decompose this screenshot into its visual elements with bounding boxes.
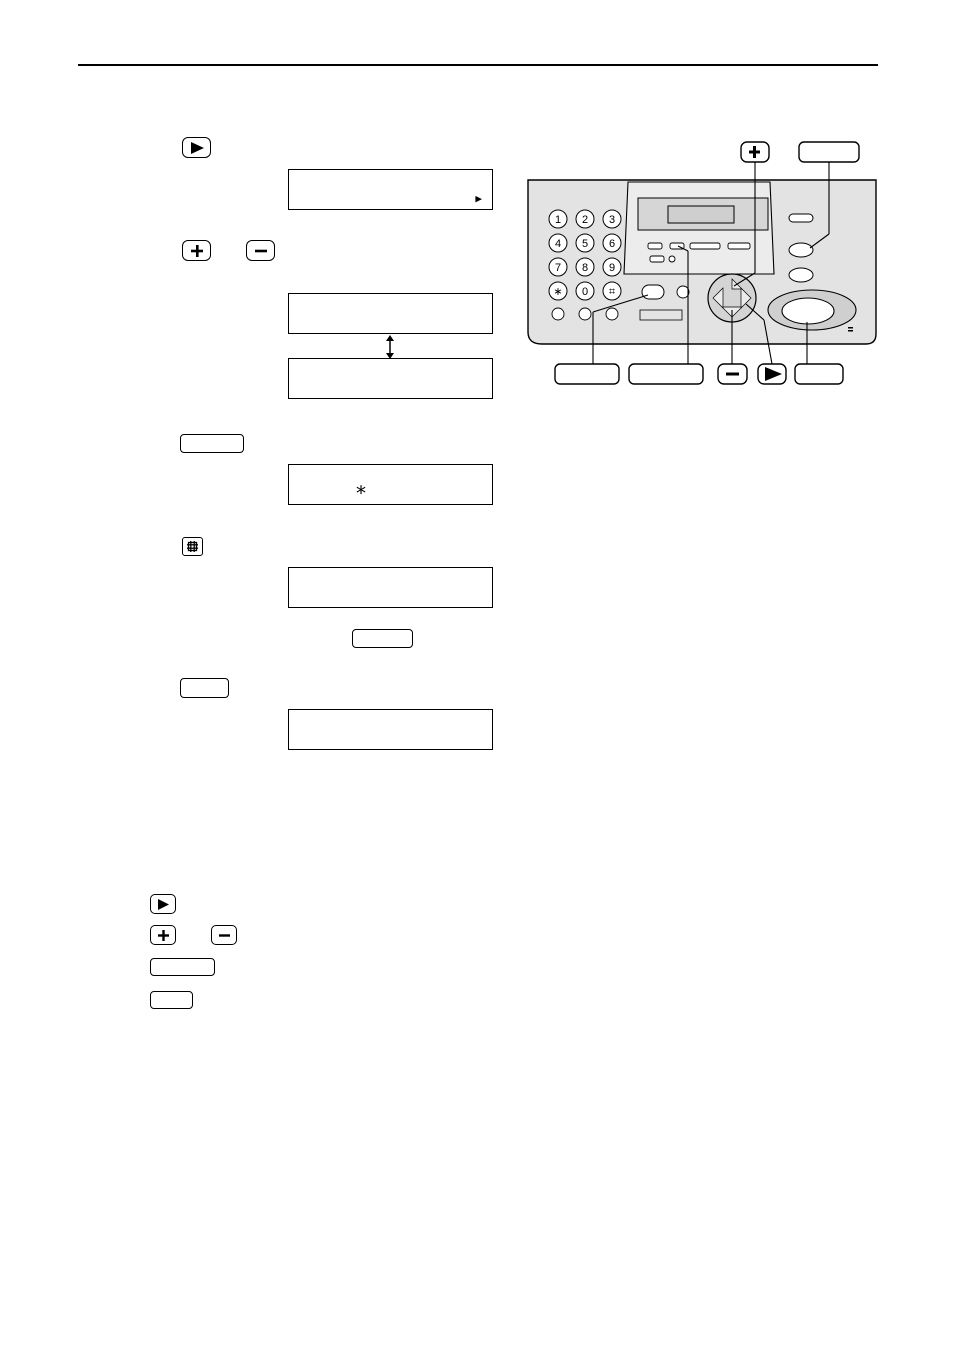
step3-button[interactable]	[180, 434, 244, 453]
keypad-key-label: 8	[581, 262, 589, 274]
device-led	[669, 256, 675, 262]
keypad-key-label: 5	[581, 238, 589, 250]
keypad-key-label: ⌗	[608, 286, 616, 298]
lcd-asterisk: ∗	[355, 477, 368, 501]
lcd-display-2a	[288, 293, 493, 334]
device-round-key[interactable]	[579, 308, 591, 320]
lcd-display-3	[288, 464, 493, 505]
plus-button[interactable]	[182, 240, 211, 261]
header-rule	[78, 64, 878, 66]
play-right-icon	[156, 898, 170, 911]
play-button[interactable]	[182, 137, 211, 158]
minus-button[interactable]	[246, 240, 275, 261]
lcd-display-5	[288, 709, 493, 750]
device-mark	[848, 327, 853, 329]
note-button-1[interactable]	[150, 958, 215, 976]
note-minus-button[interactable]	[211, 925, 237, 945]
device-round-key[interactable]	[552, 308, 564, 320]
note-plus-button[interactable]	[150, 925, 176, 945]
callout-top-right-key[interactable]	[799, 142, 859, 162]
keypad-key-label: 2	[581, 214, 589, 226]
device-panel-button[interactable]	[690, 243, 720, 249]
keypad-key-label: 4	[554, 238, 562, 250]
device-round-key[interactable]	[606, 308, 618, 320]
callout-bottom-key-1[interactable]	[555, 364, 619, 384]
play-right-icon	[189, 141, 205, 155]
keypad-key-label: 1	[554, 214, 562, 226]
step4-inline-button[interactable]	[352, 629, 413, 648]
device-right-key[interactable]	[789, 243, 813, 257]
device-panel-button[interactable]	[650, 256, 664, 262]
hash-button[interactable]	[182, 537, 203, 556]
lcd-display-4	[288, 567, 493, 608]
keypad-key-label: 0	[581, 286, 589, 298]
lcd-marker-1: ▶	[475, 192, 482, 205]
callout-bottom-key-2[interactable]	[629, 364, 703, 384]
note-play-button[interactable]	[150, 894, 176, 914]
hash-icon	[187, 541, 198, 552]
keypad-key-label: 7	[554, 262, 562, 274]
device-right-key[interactable]	[789, 268, 813, 282]
up-down-arrow-icon	[384, 335, 396, 359]
minus-icon	[254, 244, 268, 258]
keypad-key-label: ∗	[553, 286, 563, 298]
lcd-display-1	[288, 169, 493, 210]
device-start-key[interactable]	[782, 298, 834, 324]
device-round-key[interactable]	[677, 286, 689, 298]
note-button-2[interactable]	[150, 991, 193, 1009]
device-right-key[interactable]	[789, 214, 813, 222]
plus-icon	[157, 929, 170, 942]
minus-icon	[218, 929, 231, 942]
device-panel-button[interactable]	[648, 243, 662, 249]
plus-icon	[749, 151, 760, 154]
keypad-key-label: 9	[608, 262, 616, 274]
plus-icon	[190, 244, 204, 258]
device-panel-button[interactable]	[728, 243, 750, 249]
lcd-display-2b	[288, 358, 493, 399]
minus-icon	[726, 373, 739, 376]
device-screen	[668, 206, 734, 223]
fax-device-illustration	[520, 138, 884, 390]
keypad-key-label: 6	[608, 238, 616, 250]
step5-button[interactable]	[180, 678, 229, 698]
callout-bottom-right-key[interactable]	[795, 364, 843, 384]
keypad-key-label: 3	[608, 214, 616, 226]
device-mark	[848, 330, 853, 332]
device-oval-key[interactable]	[642, 285, 664, 299]
